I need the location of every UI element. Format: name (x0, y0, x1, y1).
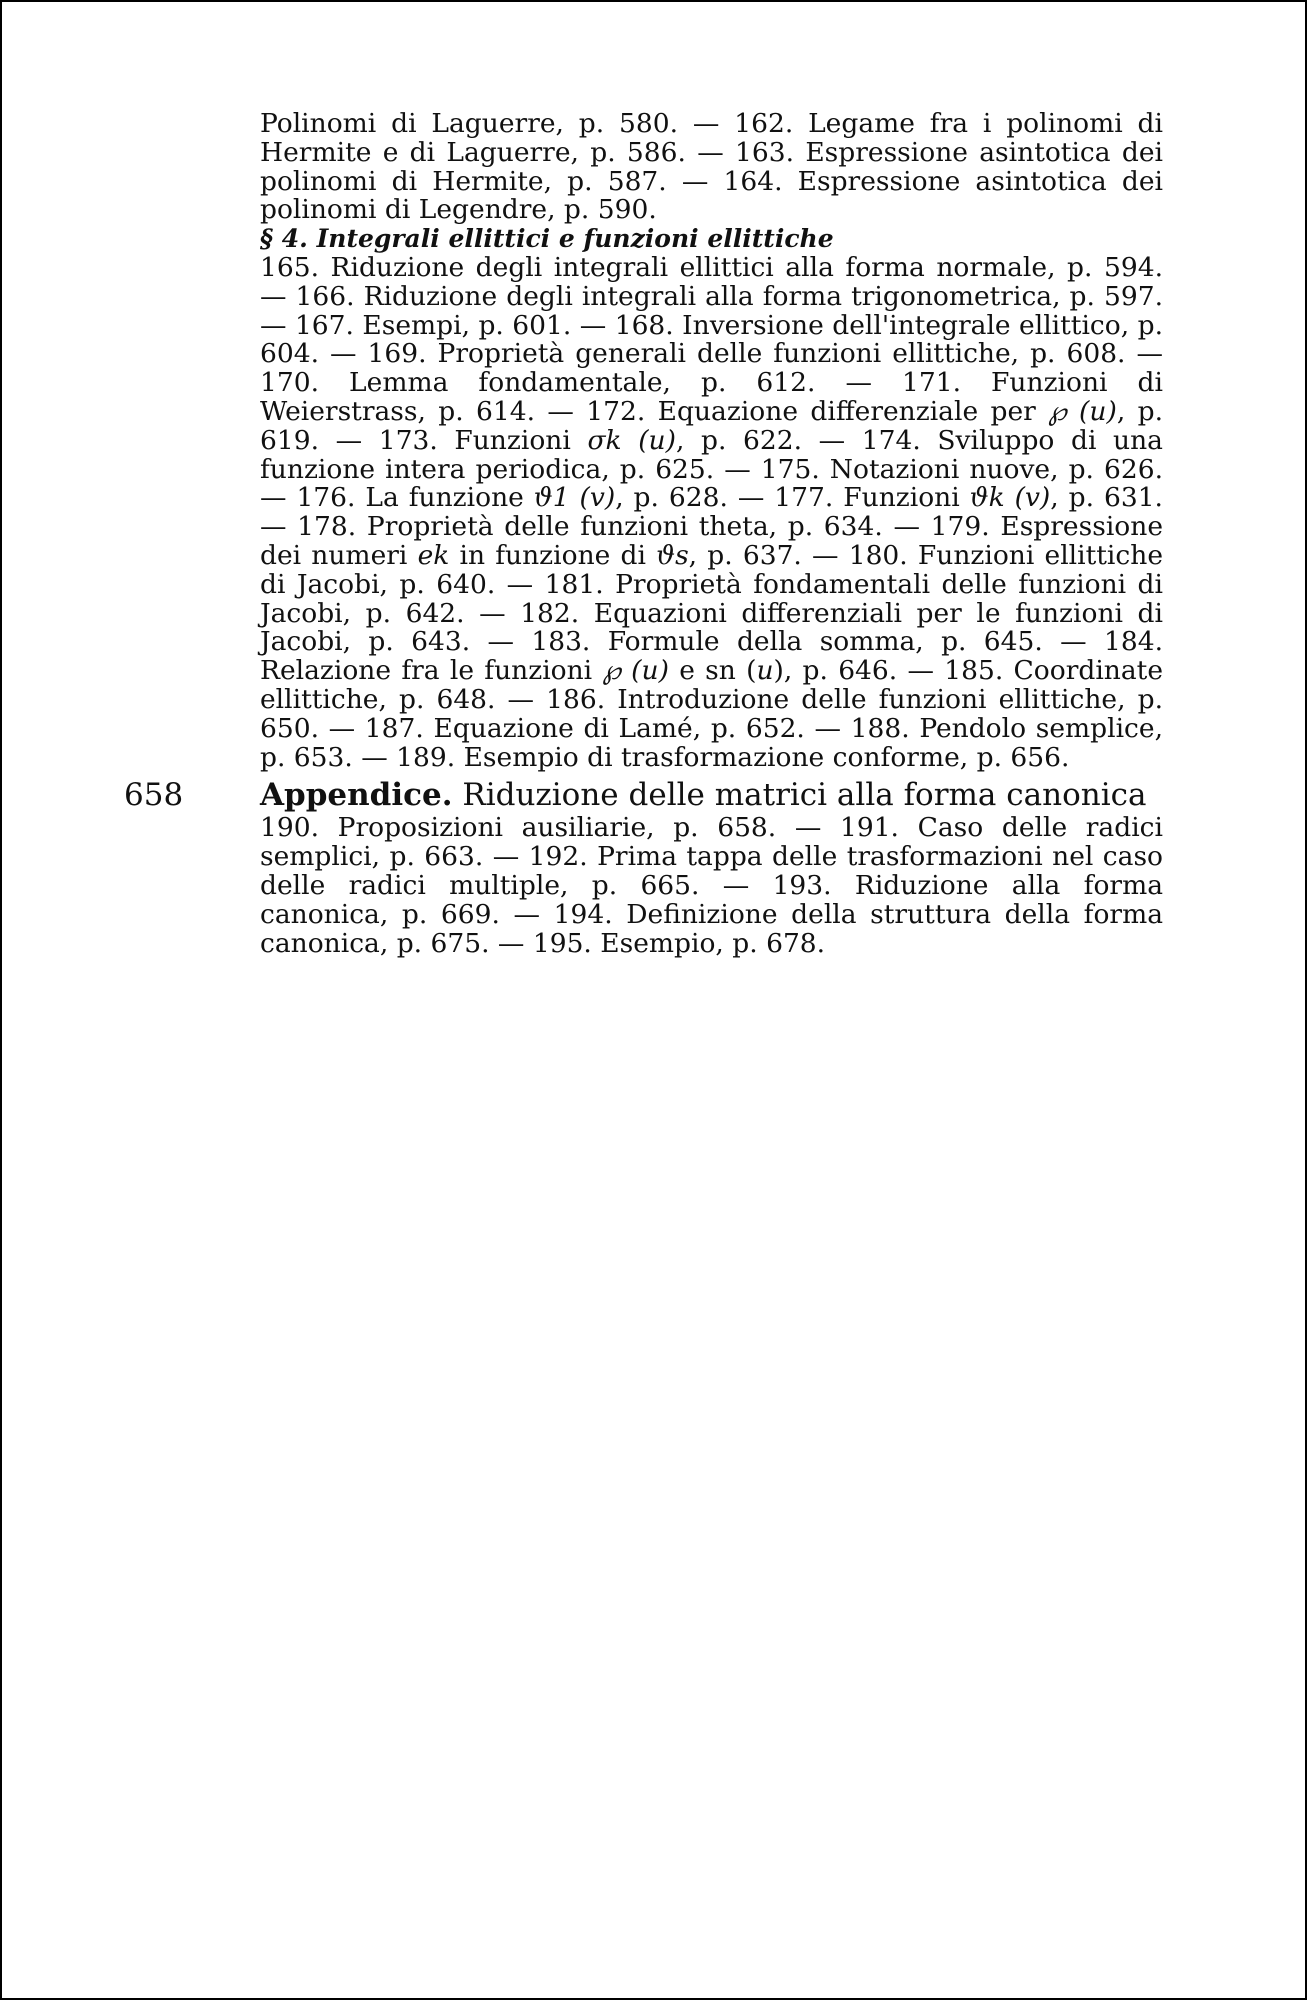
appendix-entry (124, 776, 1163, 814)
appendix-title-lead: Appendice. (260, 777, 453, 814)
weierstrass-p-symbol: ℘ (u) (1048, 395, 1117, 427)
text-run: ), p. 646. — 185. Coordinate ellittiche, p. 648. — 186. Introduzione delle funzioni ellittiche, p. 650. — 187. Equazione di Lamé, p. 652. — 188. Pendolo semplice, p. 653. — 189. Esempio di trasformazione conforme, p. 656. (260, 655, 1163, 773)
theta-k-symbol: ϑk (v) (969, 482, 1051, 514)
theta-one-symbol: ϑ1 (v) (533, 482, 616, 514)
text-run: , p. 637. — 180. Funzioni ellittiche di Jacobi, p. 640. — 181. Proprietà fondamentali delle funzioni di Jacobi, p. 642. — 182. Equazioni differenziali per le funzioni di Jacobi, p. 643. — 183. Formule della somma, p. 645. — 184. Relazione fra le funzioni (260, 539, 1163, 687)
weierstrass-p-symbol: ℘ (u) (602, 655, 669, 687)
text-run: , p. 622. — 174. Sviluppo di una funzione intera periodica, p. 625. — 175. Notazioni nuove, p. 626. — 176. La funzione (260, 424, 1163, 514)
appendix-title-rest: Riduzione delle matrici alla forma canonica (452, 777, 1147, 814)
text-run: , p. 619. — 173. Funzioni (260, 395, 1163, 456)
section-heading-elliptic: § 4. Integrali ellittici e funzioni ellittiche (260, 224, 834, 254)
table-of-contents (124, 108, 1163, 959)
text-run: , p. 631. — 178. Proprietà delle funzioni theta, p. 634. — 179. Espressione dei numeri (260, 482, 1163, 571)
appendix-page-number: 658 (124, 777, 184, 814)
u-variable: u (756, 655, 774, 687)
text-run: 165. Riduzione degli integrali ellittici alla forma normale, p. 594. — 166. Riduzione degli integrali alla forma trigonometrica, p. 597. — 167. Esempi, p. 601. — 168. Inversione dell'integrale ellittico, p. 604. — 169. Proprietà generali delle funzioni ellittiche, p. 608. — 170. Lemma fondamentale, p. 612. — 171. Funzioni di Weierstrass, p. 614. — 172. Equazione differenziale per (260, 251, 1163, 427)
e-k-symbol: ek (417, 539, 450, 571)
contents-paragraph-elliptic (260, 251, 1163, 773)
contents-paragraph-laguerre-hermite: Polinomi di Laguerre, p. 580. — 162. Legame fra i polinomi di Hermite e di Laguerre, p. 586. — 163. Espressione asintotica dei polinomi di Hermite, p. 587. — 164. Espressione asintotica dei polinomi di Legendre, p. 590. (260, 108, 1163, 226)
contents-paragraph-appendix: 190. Proposizioni ausiliarie, p. 658. — 191. Caso delle radici semplici, p. 663. — 192. Prima tappa delle trasformazioni nel caso delle radici multiple, p. 665. — 193. Riduzione alla forma canonica, p. 669. — 194. Definizione della struttura della forma canonica, p. 675. — 195. Esempio, p. 678. (260, 812, 1163, 959)
text-run: in funzione di (449, 539, 657, 571)
appendix-title (260, 776, 1163, 814)
sigma-k-symbol: σk (u) (587, 424, 676, 456)
text-run: e sn ( (668, 655, 757, 687)
theta-s-symbol: ϑs (656, 539, 689, 571)
text-run: , p. 628. — 177. Funzioni (615, 482, 970, 514)
